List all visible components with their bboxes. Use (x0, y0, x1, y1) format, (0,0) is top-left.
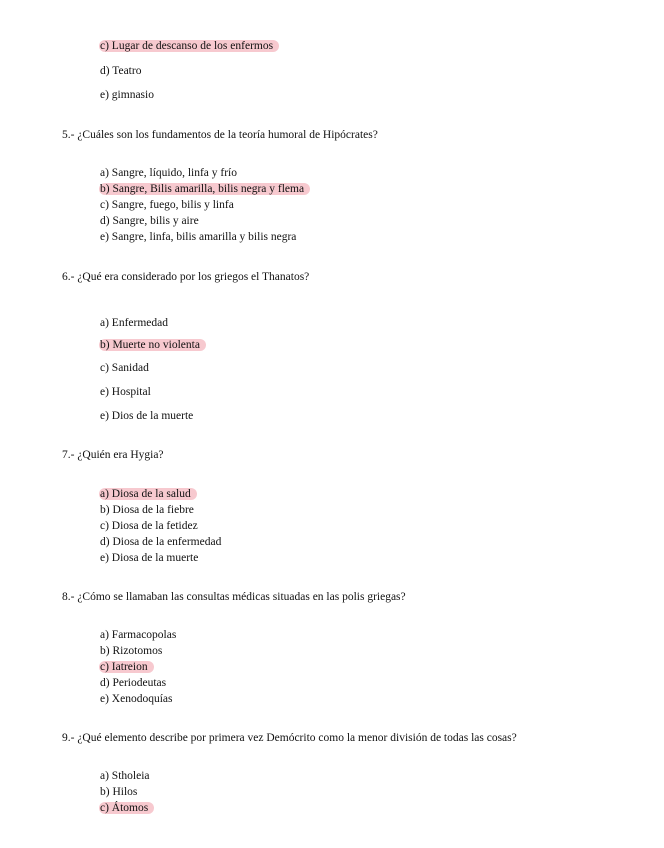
question-7: 7.- ¿Quién era Hygia? (62, 449, 164, 461)
answer-option: d) Diosa de la enfermedad (100, 536, 222, 548)
answer-option: a) Enfermedad (100, 317, 169, 329)
answer-option: e) gimnasio (100, 89, 154, 101)
answer-option: a) Farmacopolas (100, 629, 177, 641)
answer-option: d) Teatro (100, 65, 142, 77)
answer-option: c) Sangre, fuego, bilis y linfa (100, 199, 234, 211)
highlighted-answer: b) Muerte no violenta (99, 339, 206, 351)
answer-option: c) Sanidad (100, 362, 149, 374)
answer-option: e) Xenodoquías (100, 693, 173, 705)
answer-option: a) Stholeia (100, 770, 150, 782)
answer-option: d) Periodeutas (100, 677, 167, 689)
highlighted-answer: c) Lugar de descanso de los enfermos (99, 40, 279, 52)
answer-option: b) Hilos (100, 786, 138, 798)
question-6: 6.- ¿Qué era considerado por los griegos el Thanatos? (62, 271, 310, 283)
answer-option: c) Diosa de la fetidez (100, 520, 198, 532)
question-9: 9.- ¿Qué elemento describe por primera vez Demócrito como la menor división de todas las cosas? (62, 732, 517, 744)
highlighted-answer: b) Sangre, Bilis amarilla, bilis negra y flema (99, 183, 310, 195)
answer-option (100, 487, 197, 501)
question-8: 8.- ¿Cómo se llamaban las consultas médicas situadas en las polis griegas? (62, 591, 406, 603)
answer-option: d) Sangre, bilis y aire (100, 215, 199, 227)
answer-option: e) Dios de la muerte (100, 410, 194, 422)
answer-option: e) Hospital (100, 386, 151, 398)
answer-option (100, 801, 154, 815)
answer-option: b) Diosa de la fiebre (100, 504, 194, 516)
answer-option (100, 338, 206, 352)
answer-option (100, 39, 279, 53)
answer-option (100, 182, 310, 196)
answer-option: a) Sangre, líquido, linfa y frío (100, 167, 238, 179)
answer-option (100, 660, 154, 674)
highlighted-answer: a) Diosa de la salud (99, 488, 197, 500)
answer-option: e) Diosa de la muerte (100, 552, 199, 564)
highlighted-answer: c) Iatreion (99, 661, 154, 673)
answer-option: e) Sangre, linfa, bilis amarilla y bilis negra (100, 231, 297, 243)
highlighted-answer: c) Átomos (99, 802, 154, 814)
answer-option: b) Rizotomos (100, 645, 163, 657)
question-5: 5.- ¿Cuáles son los fundamentos de la teoría humoral de Hipócrates? (62, 129, 378, 141)
